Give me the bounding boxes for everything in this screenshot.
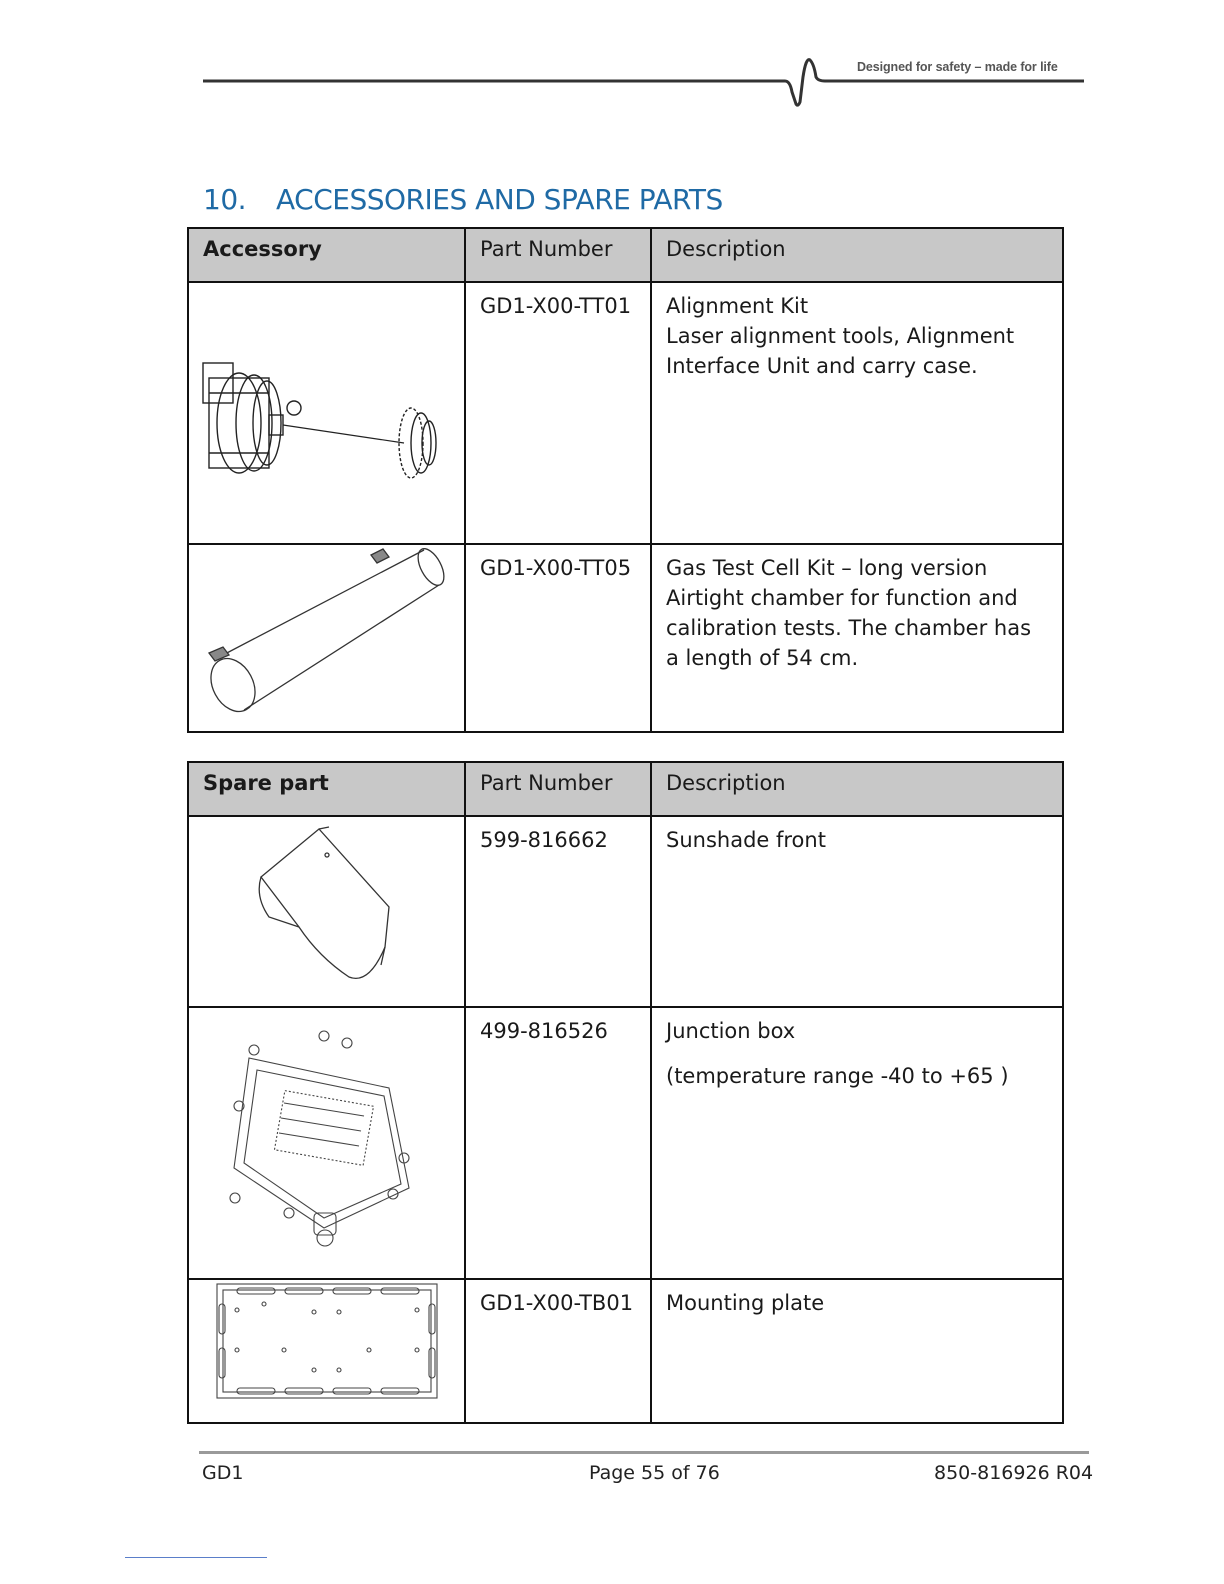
description-line: Laser alignment tools, Alignment (666, 324, 1015, 348)
gas-test-cell-drawing (189, 545, 459, 727)
table-row (188, 282, 1063, 544)
header-tagline: Designed for safety – made for life (857, 60, 1058, 74)
description-line: calibration tests. The chamber has (666, 616, 1032, 640)
header-description: Description (651, 228, 1063, 282)
table-header-row (188, 228, 1063, 282)
description-line: a length of 54 cm. (666, 646, 859, 670)
footer-doc-code: 850-816926 R04 (934, 1462, 1094, 1484)
section-number: 10. (203, 183, 247, 216)
spare-image-cell (188, 1007, 465, 1279)
accessory-description (651, 544, 1063, 732)
description-line: Junction box (666, 1019, 796, 1043)
spare-parts-table (187, 761, 1064, 1424)
spare-part-number: 599-816662 (465, 816, 651, 1007)
spare-image-cell (188, 1279, 465, 1423)
accessory-description (651, 282, 1063, 544)
spare-part-number: GD1-X00-TB01 (465, 1279, 651, 1423)
junction-box-drawing (189, 1008, 459, 1274)
accessories-table (187, 227, 1064, 733)
header-accessory: Accessory (188, 228, 465, 282)
spare-image-cell (188, 816, 465, 1007)
spare-description (651, 816, 1063, 1007)
table-header-row (188, 762, 1063, 816)
description-line: (temperature range -40 to +65 ) (666, 1064, 1009, 1088)
section-heading: ACCESSORIES AND SPARE PARTS (276, 183, 723, 216)
spare-part-number: 499-816526 (465, 1007, 651, 1279)
description-line: Gas Test Cell Kit – long version (666, 556, 988, 580)
header-part-number: Part Number (465, 762, 651, 816)
footer-rule (199, 1451, 1089, 1454)
header-description: Description (651, 762, 1063, 816)
table-row (188, 544, 1063, 732)
description-line: Airtight chamber for function and (666, 586, 1018, 610)
accessory-image-cell (188, 544, 465, 732)
table-row (188, 816, 1063, 1007)
accessory-image-cell (188, 282, 465, 544)
description-line: Interface Unit and carry case. (666, 354, 978, 378)
mounting-plate-drawing (189, 1280, 459, 1418)
sunshade-drawing (189, 817, 459, 1002)
header-spare-part: Spare part (188, 762, 465, 816)
description-line: Alignment Kit (666, 294, 809, 318)
header-part-number: Part Number (465, 228, 651, 282)
accessory-part-number: GD1-X00-TT05 (465, 544, 651, 732)
footer-page-number: Page 55 of 76 (589, 1462, 720, 1484)
link-underline (125, 1557, 267, 1558)
spare-description (651, 1007, 1063, 1279)
section-title (203, 183, 723, 216)
footer-doc-name: GD1 (202, 1462, 244, 1484)
description-line: Sunshade front (666, 828, 826, 852)
accessory-part-number: GD1-X00-TT01 (465, 282, 651, 544)
table-row (188, 1279, 1063, 1423)
description-line: Mounting plate (666, 1291, 825, 1315)
alignment-kit-drawing (189, 283, 459, 539)
table-row (188, 1007, 1063, 1279)
spare-description (651, 1279, 1063, 1423)
